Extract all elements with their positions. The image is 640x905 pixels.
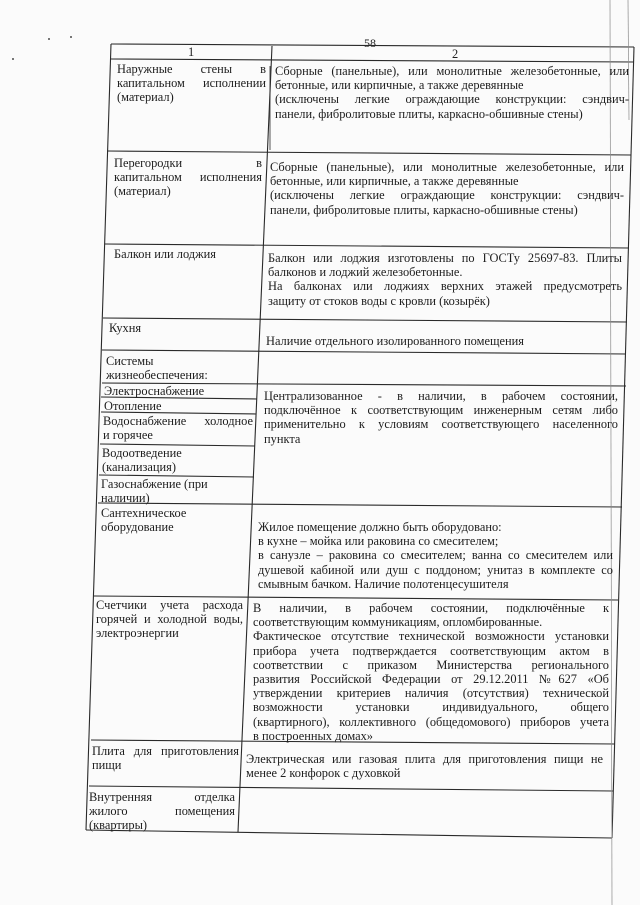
meters-text: В наличии, в рабочем состоянии, подключённые к соответствующим коммуникациям, опломбированные. Фактическое отсутствие технической возможности установки прибора учета подтверждается соответствующим актом в соответствии с приказом Министерства регионального развития Российской Федерации от 29.12.2011 №627 «Об утверждении критериев наличия (отсутствия) технической возможности установки индивидуального, общего (квартирного), коллективного (общедомового) приборов учета в построенных домах» (253, 601, 609, 743)
sanitary-text: Жилое помещение должно быть оборудовано: в кухне – мойка или раковина со смесителем; в санузле – раковина со смесителем; ванна со смесителем или душевой кабиной или душ с поддоном; унитаз в комплекте со смывным бачком. Наличие полотенцесушителя (258, 520, 613, 591)
system-water: Водоснабжение холодное и горячее (103, 414, 253, 443)
system-heating: Отопление (104, 399, 162, 413)
system-electricity: Электроснабжение (104, 384, 205, 398)
outer-walls-label: Наружные стены в капитальном исполнении (материал) (117, 62, 266, 105)
stove-label: Плита для приготовления пищи (92, 744, 239, 773)
meters-label: Счетчики учета расхода горячей и холодной воды, электроэнергии (96, 598, 243, 641)
kitchen-label: Кухня (109, 321, 142, 335)
stove-text: Электрическая или газовая плита для приготовления пищи не менее 2 конфорок с духовкой (246, 752, 603, 781)
sanitary-label: Сантехническое оборудование (101, 506, 187, 535)
systems-label: Системы жизнеобеспечения: (106, 354, 208, 383)
header-col1: 1 (188, 45, 195, 59)
kitchen-text: Наличие отдельного изолированного помещения (266, 334, 524, 348)
balcony-text: Балкон или лоджия изготовлены по ГОСТу 25697-83. Плиты балконов и лоджий железобетонные. На балконах или лоджиях верхних этажей предусмотреть защиту от стоков воды с кровли (козырёк) (268, 251, 622, 308)
system-gas: Газоснабжение (при наличии) (101, 477, 208, 506)
partitions-label: Перегородки в капитальном исполнения (материал) (114, 156, 262, 199)
page-number: 58 (364, 36, 376, 50)
header-col2: 2 (452, 47, 459, 61)
balcony-label: Балкон или лоджия (114, 247, 216, 261)
system-sewerage: Водоотведение (канализация) (102, 446, 182, 475)
systems-text: Централизованное - в наличии, в рабочем состоянии, подключённое к соответствующим инженерным сетям либо применительно к условиям соответствующего населенного пункта (264, 389, 618, 446)
finishing-label: Внутренняя отделка жилого помещения (квартиры) (89, 790, 235, 833)
outer-walls-text: Сборные (панельные), или монолитные железобетонные, или бетонные, или кирпичные, а также деревянные (исключены легкие ограждающие конструкции: сэндвич- панели, фибролитовые плиты, каркасно-обшивные стены) (275, 64, 629, 121)
partitions-text: Сборные (панельные), или монолитные железобетонные, или бетонные, или кирпичные, а также деревянные (исключены легкие ограждающие конструкции: сэндвич- панели, фибролитовые плиты, каркасно-обшивные стены) (270, 160, 624, 217)
